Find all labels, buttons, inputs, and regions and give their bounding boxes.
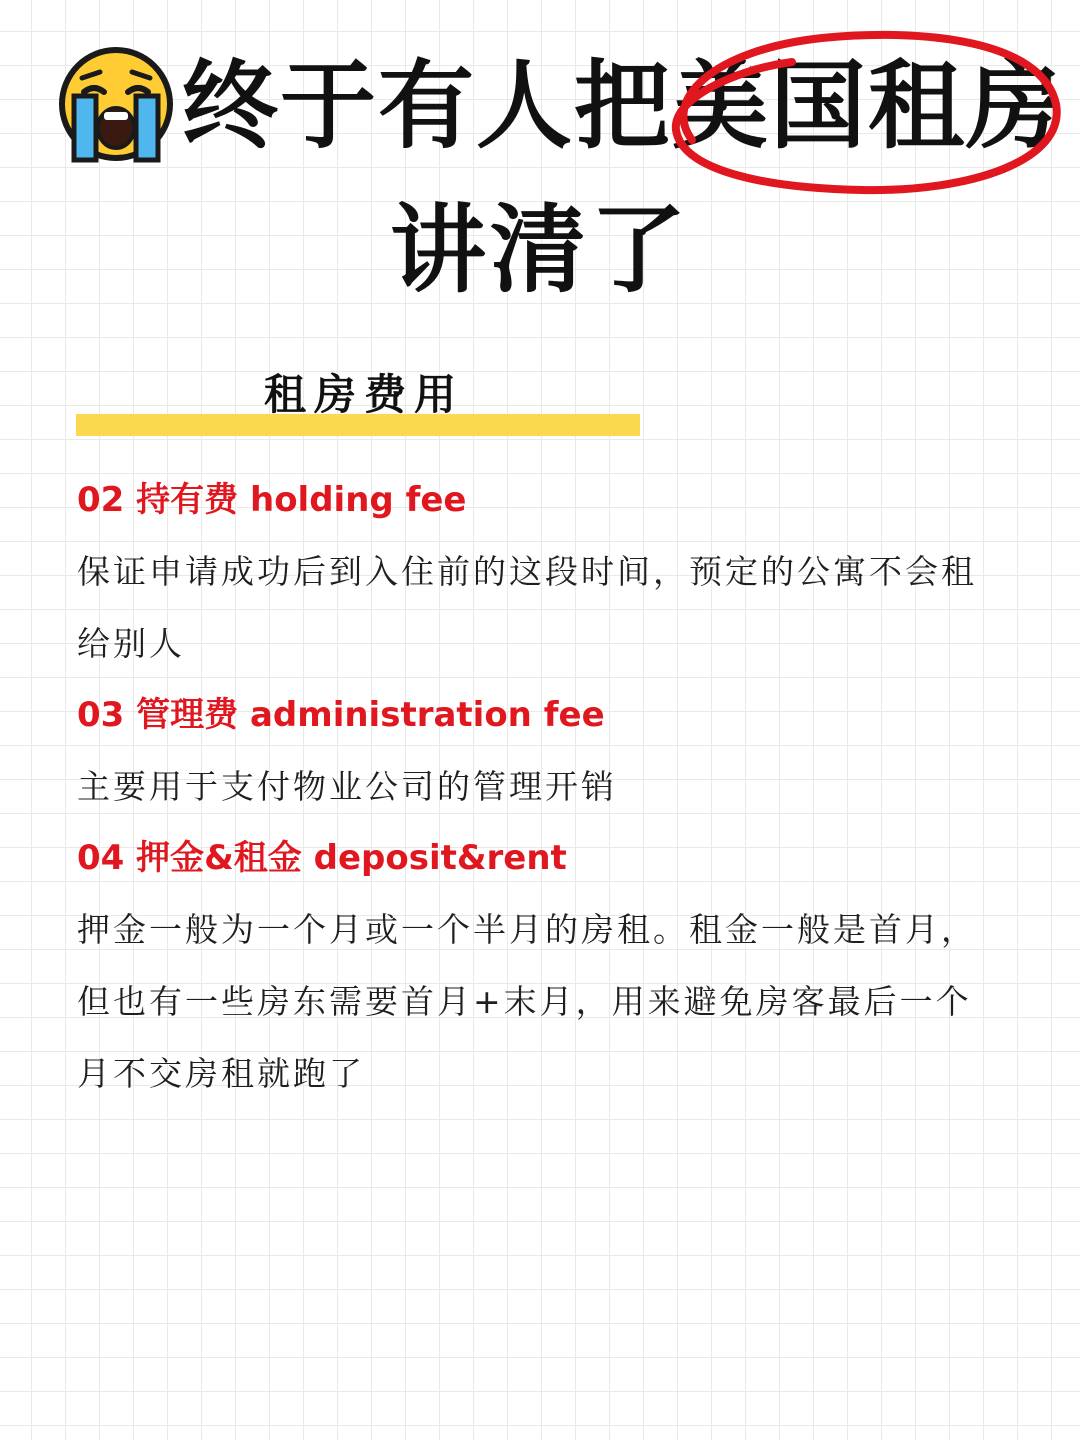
title-prefix: 终于有人把 xyxy=(182,50,672,162)
item-heading-deposit-rent: 04 押金&租金 deposit&rent xyxy=(77,838,567,878)
title-highlight: 美国租房 xyxy=(672,50,1064,162)
item-heading-administration-fee: 03 管理费 administration fee xyxy=(77,695,605,735)
item-body-administration-fee: 主要用于支付物业公司的管理开销 xyxy=(77,767,617,806)
highlight-circle-icon xyxy=(652,20,1064,200)
section-title: 租房费用 xyxy=(264,370,465,419)
section-header xyxy=(76,372,640,438)
item-heading-holding-fee: 02 持有费 holding fee xyxy=(77,480,467,520)
item-body-holding-fee: 保证申请成功后到入住前的这段时间，预定的公寓不会租给别人 xyxy=(77,552,977,663)
loudly-crying-face-icon xyxy=(54,44,178,168)
item-body-deposit-rent: 押金一般为一个月或一个半月的房租。租金一般是首月，但也有一些房东需要首月+末月，用来避免房客最后一个月不交房租就跑了 xyxy=(77,910,977,1093)
page-title-line-2: 讲清了 xyxy=(390,194,690,306)
